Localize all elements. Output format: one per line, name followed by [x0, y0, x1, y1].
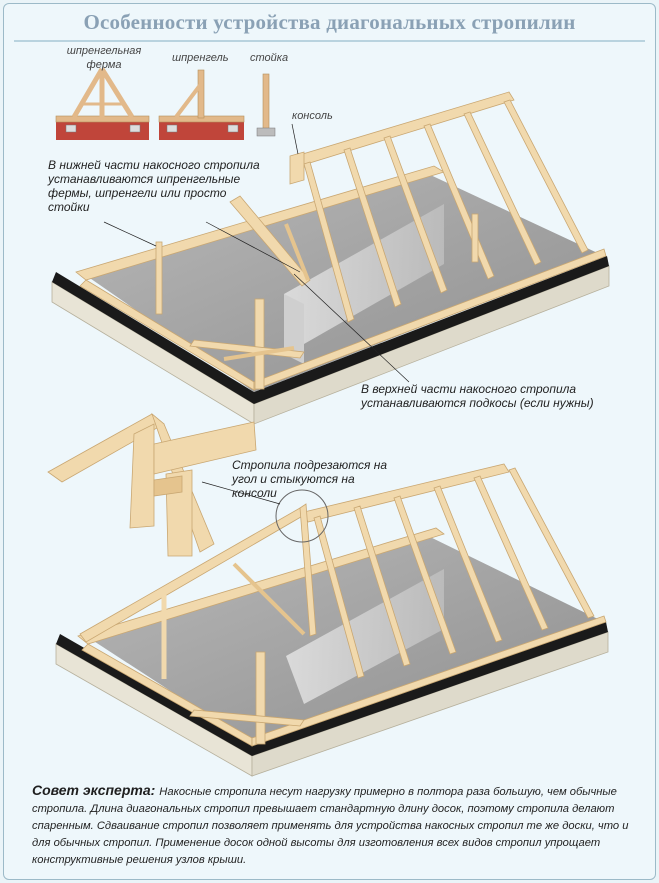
pointer-lower	[104, 222, 156, 246]
legend-label-truss: шпренгельная ферма	[66, 45, 142, 71]
advice-text: Накосные стропила несут нагрузку примерно в полтора раза большую, чем обычные стропила. Длина диагональных стропил превышает стандартную длину досок, поэтому стропила делают спаренным. Сдваивание стропил позволяет применять для устройства накосных стропил те же доски, что и для обычных стропил. Применение досок одной высоты для изготовления всех видов стропил упрощает конструктивные решения узлов крыши.	[32, 786, 629, 866]
top-roof-structure	[52, 92, 609, 424]
page-title: Особенности устройства диагональных стропилин	[83, 10, 576, 34]
callout-lower-rafter: В нижней части накосного стропила устанавливаются шпренгельные фермы, шпренгели или просто стойки	[48, 158, 260, 214]
joint-detail	[48, 414, 256, 556]
legend-label-console: консоль	[292, 110, 333, 122]
advice-heading: Совет эксперта:	[32, 782, 156, 798]
legend-truss-icon	[56, 69, 149, 140]
expert-advice	[32, 782, 632, 869]
legend-strut-icon	[159, 70, 244, 140]
legend-post-icon	[257, 74, 275, 136]
roof-illustration	[4, 4, 655, 879]
pointer-console	[292, 124, 298, 154]
legend-label-post: стойка	[250, 52, 289, 64]
callout-upper-rafter: В верхней части накосного стропила устанавливаются подкосы (если нужны)	[361, 382, 594, 410]
diagram-frame	[3, 3, 656, 880]
legend-label-strut: шпренгель	[172, 52, 229, 64]
callout-joint: Стропила подрезаются на угол и стыкуются на консоли	[232, 458, 388, 500]
